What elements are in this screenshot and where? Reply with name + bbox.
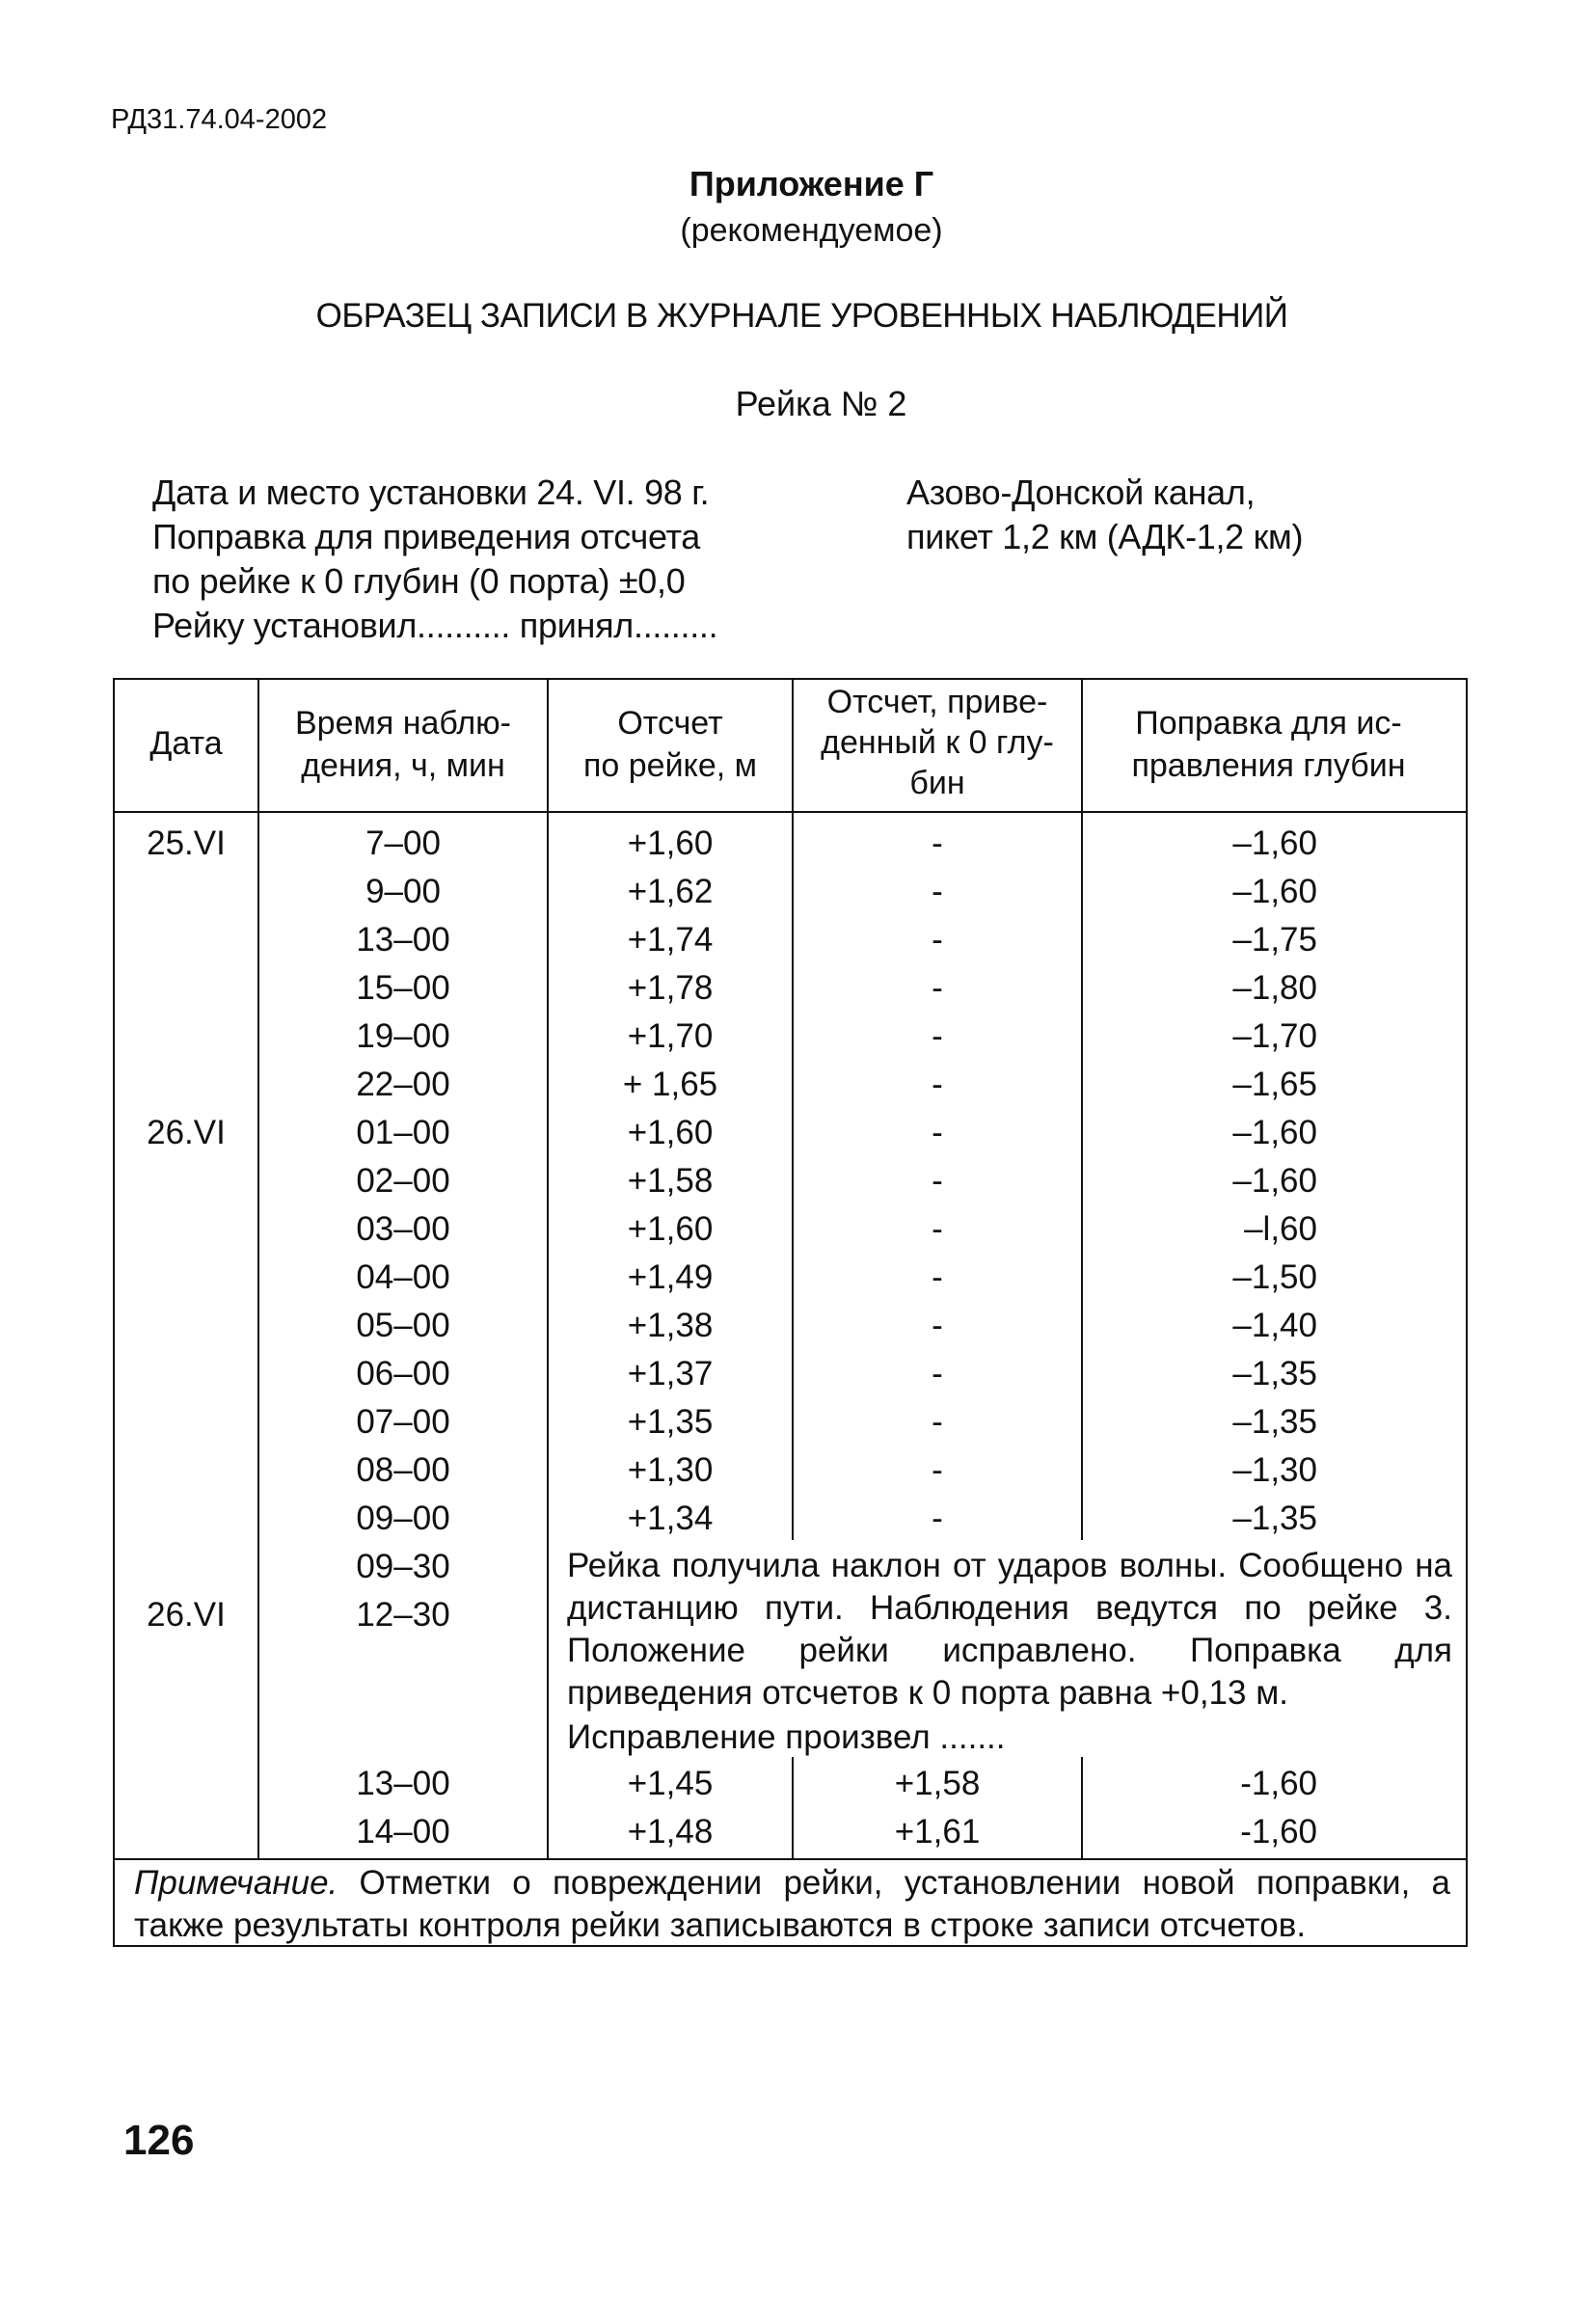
column-header-reduced: Отсчет, приве- денный к 0 глу- бин xyxy=(821,684,1054,801)
time-cell: 15–00 xyxy=(356,969,450,1007)
table-note xyxy=(134,1862,1450,1947)
reading-cell: + 1,65 xyxy=(622,1066,718,1103)
reduced-cell: - xyxy=(932,1355,943,1392)
gauge-label: Рейка № 2 xyxy=(735,384,907,423)
installation-info xyxy=(152,471,717,648)
reading-cell: +1,70 xyxy=(627,1017,714,1055)
time-cell: 05–00 xyxy=(356,1307,450,1344)
appendix-title: Приложение Г xyxy=(689,164,934,203)
time-cell: 09–30 xyxy=(356,1548,450,1585)
reduced-cell: - xyxy=(932,1307,943,1344)
column-divider xyxy=(792,680,794,812)
info-line: по рейке к 0 глубин (0 порта) ±0,0 xyxy=(152,561,686,601)
reading-cell: +1,48 xyxy=(627,1813,714,1851)
incident-comment: Рейка получила наклон от ударов волны. Сообщено на дистанцию пути. Наблюдения ведутся по рейке 3. Положение рейки исправлено. Поправка для приведения отсчетов к 0 порта равна +0,13 м. xyxy=(567,1547,1452,1712)
correction-cell: –1,35 xyxy=(1232,1500,1317,1537)
time-cell: 07–00 xyxy=(356,1403,450,1441)
reading-cell: +1,78 xyxy=(627,969,714,1007)
date-cell xyxy=(115,1302,257,1350)
reduced-cell: - xyxy=(932,1162,943,1200)
reduced-cell: - xyxy=(932,1066,943,1103)
reduced-cell: - xyxy=(932,873,943,910)
location-info xyxy=(906,471,1303,559)
date-cell xyxy=(115,1446,257,1495)
reduced-cell: - xyxy=(932,921,943,959)
correction-cell: -1,60 xyxy=(1240,1813,1317,1851)
reading-cell: +1,60 xyxy=(627,824,714,862)
date-cell xyxy=(115,1543,257,1591)
time-cell: 9–00 xyxy=(365,873,441,910)
header-divider xyxy=(115,811,1466,813)
date-cell: 26.VI xyxy=(147,1114,226,1151)
document-id: РД31.74.04-2002 xyxy=(111,104,328,135)
date-cell xyxy=(115,1061,257,1109)
time-cell: 08–00 xyxy=(356,1451,450,1489)
correction-cell: –1,75 xyxy=(1232,921,1317,959)
reading-cell: +1,45 xyxy=(627,1765,714,1802)
time-cell: 7–00 xyxy=(365,824,441,862)
time-cell: 13–00 xyxy=(356,921,450,959)
date-cell xyxy=(115,868,257,916)
time-cell: 01–00 xyxy=(356,1114,450,1151)
correction-cell: –1,35 xyxy=(1232,1355,1317,1392)
reading-cell: +1,60 xyxy=(627,1210,714,1248)
correction-cell: –1,60 xyxy=(1232,1114,1317,1151)
appendix-subtitle: (рекомендуемое) xyxy=(680,212,943,249)
time-cell: 14–00 xyxy=(356,1813,450,1851)
correction-cell: –1,60 xyxy=(1232,824,1317,862)
time-cell: 03–00 xyxy=(356,1210,450,1248)
date-cell xyxy=(115,1157,257,1205)
column-header-correction: Поправка для ис- правления глубин xyxy=(1131,705,1406,784)
date-cell xyxy=(115,1013,257,1061)
correction-cell: –1,70 xyxy=(1232,1017,1317,1055)
time-cell: 02–00 xyxy=(356,1162,450,1200)
info-line: Дата и место установки 24. VI. 98 г. xyxy=(152,473,710,512)
reduced-cell: - xyxy=(932,1017,943,1055)
reduced-cell: - xyxy=(932,1258,943,1296)
reduced-cell: - xyxy=(932,824,943,862)
observation-table xyxy=(113,678,1468,1947)
note-label: Примечание. xyxy=(134,1864,338,1902)
reduced-cell: - xyxy=(932,1500,943,1537)
date-cell: 26.VI xyxy=(147,1596,226,1634)
reading-cell: +1,62 xyxy=(627,873,714,910)
reading-cell: +1,38 xyxy=(627,1307,714,1344)
reduced-cell: +1,61 xyxy=(894,1813,981,1851)
correction-cell: –1,50 xyxy=(1232,1258,1317,1296)
reading-cell: +1,34 xyxy=(627,1500,714,1537)
correction-cell: –1,30 xyxy=(1232,1451,1317,1489)
info-line: пикет 1,2 км (АДК-1,2 км) xyxy=(906,517,1304,556)
reduced-cell: - xyxy=(932,969,943,1007)
note-text: Отметки о повреждении рейки, установлении новой поправки, а также результаты контроля рейки записываются в строке записи отсчетов. xyxy=(134,1864,1450,1944)
correction-cell: –1,35 xyxy=(1232,1403,1317,1441)
correction-signature: Исправление произвел ....... xyxy=(567,1718,1006,1756)
correction-cell: –1,40 xyxy=(1232,1307,1317,1344)
correction-cell: –1,60 xyxy=(1232,1162,1317,1200)
note-divider xyxy=(115,1858,1466,1860)
column-header-date: Дата xyxy=(149,725,223,762)
date-cell xyxy=(115,1760,257,1808)
date-cell xyxy=(115,1205,257,1254)
reduced-cell: - xyxy=(932,1403,943,1441)
correction-cell: –1,60 xyxy=(1232,873,1317,910)
reduced-cell: - xyxy=(932,1114,943,1151)
date-cell: 25.VI xyxy=(147,824,226,862)
date-cell xyxy=(115,1808,257,1856)
column-divider xyxy=(1081,680,1083,812)
time-cell: 12–30 xyxy=(356,1596,450,1634)
time-cell: 22–00 xyxy=(356,1066,450,1103)
page-number: 126 xyxy=(123,2117,195,2164)
date-cell xyxy=(115,1350,257,1398)
reading-cell: +1,30 xyxy=(627,1451,714,1489)
main-title: ОБРАЗЕЦ ЗАПИСИ В ЖУРНАЛЕ УРОВЕННЫХ НАБЛЮДЕНИЙ xyxy=(315,297,1288,335)
correction-cell: –1,65 xyxy=(1232,1066,1317,1103)
info-line: Азово-Донской канал, xyxy=(906,473,1256,512)
reading-cell: +1,60 xyxy=(627,1114,714,1151)
date-cell xyxy=(115,916,257,964)
time-cell: 09–00 xyxy=(356,1500,450,1537)
reading-cell: +1,37 xyxy=(627,1355,714,1392)
correction-cell: –l,60 xyxy=(1244,1210,1317,1248)
time-cell: 13–00 xyxy=(356,1765,450,1802)
date-cell xyxy=(115,964,257,1013)
info-line: Рейку установил.......... принял......... xyxy=(152,606,718,645)
time-cell: 04–00 xyxy=(356,1258,450,1296)
reduced-cell: - xyxy=(932,1210,943,1248)
reduced-cell: +1,58 xyxy=(894,1765,981,1802)
correction-cell: –1,80 xyxy=(1232,969,1317,1007)
column-header-reading: Отсчет по рейке, м xyxy=(582,705,757,784)
time-cell: 06–00 xyxy=(356,1355,450,1392)
time-cell: 19–00 xyxy=(356,1017,450,1055)
reduced-cell: - xyxy=(932,1451,943,1489)
correction-cell: -1,60 xyxy=(1240,1765,1317,1802)
column-header-time: Время наблю- дения, ч, мин xyxy=(294,705,512,784)
date-cell xyxy=(115,1495,257,1543)
reading-cell: +1,58 xyxy=(627,1162,714,1200)
reading-cell: +1,49 xyxy=(627,1258,714,1296)
date-cell xyxy=(115,1398,257,1446)
reading-cell: +1,74 xyxy=(627,921,714,959)
reading-cell: +1,35 xyxy=(627,1403,714,1441)
info-line: Поправка для приведения отсчета xyxy=(152,517,701,556)
date-cell xyxy=(115,1254,257,1302)
